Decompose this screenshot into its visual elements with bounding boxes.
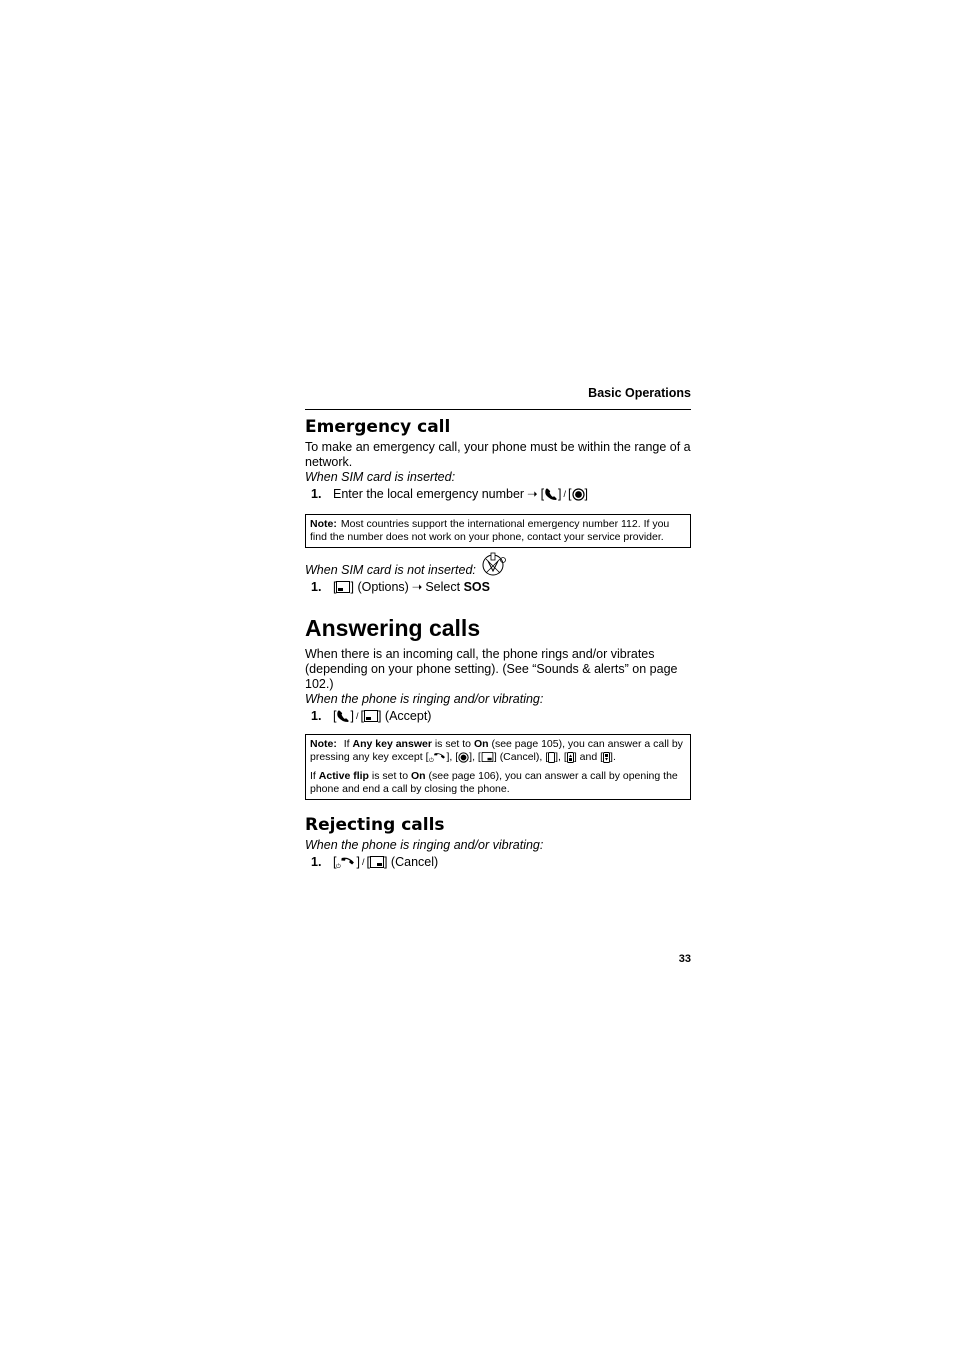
center-key-icon [572, 488, 585, 501]
send-key-icon [336, 709, 350, 723]
select-label: Select [425, 580, 461, 594]
no-sim-sos-icon [480, 551, 508, 577]
note-label: Note: [310, 518, 337, 530]
note-text: Most countries support the international emergency number 112. If you find the number does not work on your phone, contact your service provider. [310, 518, 670, 543]
step-number: 1. [311, 580, 322, 594]
sim-not-inserted-row [305, 562, 691, 578]
emergency-call-heading: Emergency call [305, 417, 451, 437]
sim-not-inserted-condition: When SIM card is not inserted: [305, 563, 476, 577]
step-number: 1. [311, 709, 322, 723]
svg-text:⏻: ⏻ [428, 756, 434, 763]
note-label: Note: [310, 738, 337, 750]
rejecting-calls-heading: Rejecting calls [305, 815, 445, 835]
rejecting-step-1: 1. [ ⏻ ] / [ ] (Cancel) [305, 854, 691, 870]
side-down-key-icon [603, 752, 610, 763]
svg-text:⏻: ⏻ [336, 862, 342, 869]
left-softkey-icon [336, 581, 350, 593]
ringing-condition: When the phone is ringing and/or vibrating: [305, 692, 544, 706]
emergency-step-2: 1. [ ] (Options) ➝ Select SOS [305, 579, 691, 595]
any-key-answer-setting: Any key answer [352, 738, 432, 750]
side-key-icon [548, 752, 555, 763]
send-key-icon [544, 487, 558, 501]
ringing-condition: When the phone is ringing and/or vibrating: [305, 838, 544, 852]
side-up-key-icon [567, 752, 574, 763]
end-key-icon [429, 752, 447, 763]
step-text: Enter the local emergency number [333, 487, 525, 501]
answering-note: Note: If Any key answer is set to On (see page 105), you can answer a call by pressing any key except [ ⏻ ], [ ], [ ] (Cancel), [ ], [ ] and [ ]. If Active flip is set to On (see page 106), you can answer a call by opening the phone and end a call by closing the phone. [305, 734, 691, 800]
emergency-step-1: 1. Enter the local emergency number ➝ [ ] / [ ] [305, 486, 691, 502]
active-flip-setting: Active flip [318, 770, 369, 782]
answering-step-1: 1. [ ] / [ ] (Accept) [305, 708, 691, 724]
sos-option: SOS [463, 580, 490, 594]
right-softkey-icon [481, 752, 494, 762]
arrow-icon: ➝ [411, 580, 423, 594]
right-softkey-icon [370, 856, 384, 868]
cancel-label: (Cancel) [390, 855, 439, 869]
options-label: (Options) [357, 580, 409, 594]
accept-label: (Accept) [384, 709, 432, 723]
center-key-icon [458, 752, 469, 763]
answering-intro: When there is an incoming call, the phone rings and/or vibrates (depending on your phone setting). (See “Sounds & alerts” on page 102.) [305, 647, 678, 691]
answering-calls-heading: Answering calls [305, 615, 481, 641]
emergency-intro: To make an emergency call, your phone must be within the range of a network. [305, 440, 691, 469]
step-number: 1. [311, 855, 322, 869]
left-softkey-icon [364, 710, 378, 722]
page-number: 33 [678, 953, 691, 965]
sim-inserted-condition: When SIM card is inserted: [305, 470, 456, 484]
emergency-note [305, 514, 691, 548]
manual-page [305, 386, 691, 870]
step-number: 1. [311, 487, 322, 501]
end-key-icon [336, 856, 356, 869]
running-header: Basic Operations [305, 386, 691, 410]
arrow-icon: ➝ [527, 487, 538, 501]
